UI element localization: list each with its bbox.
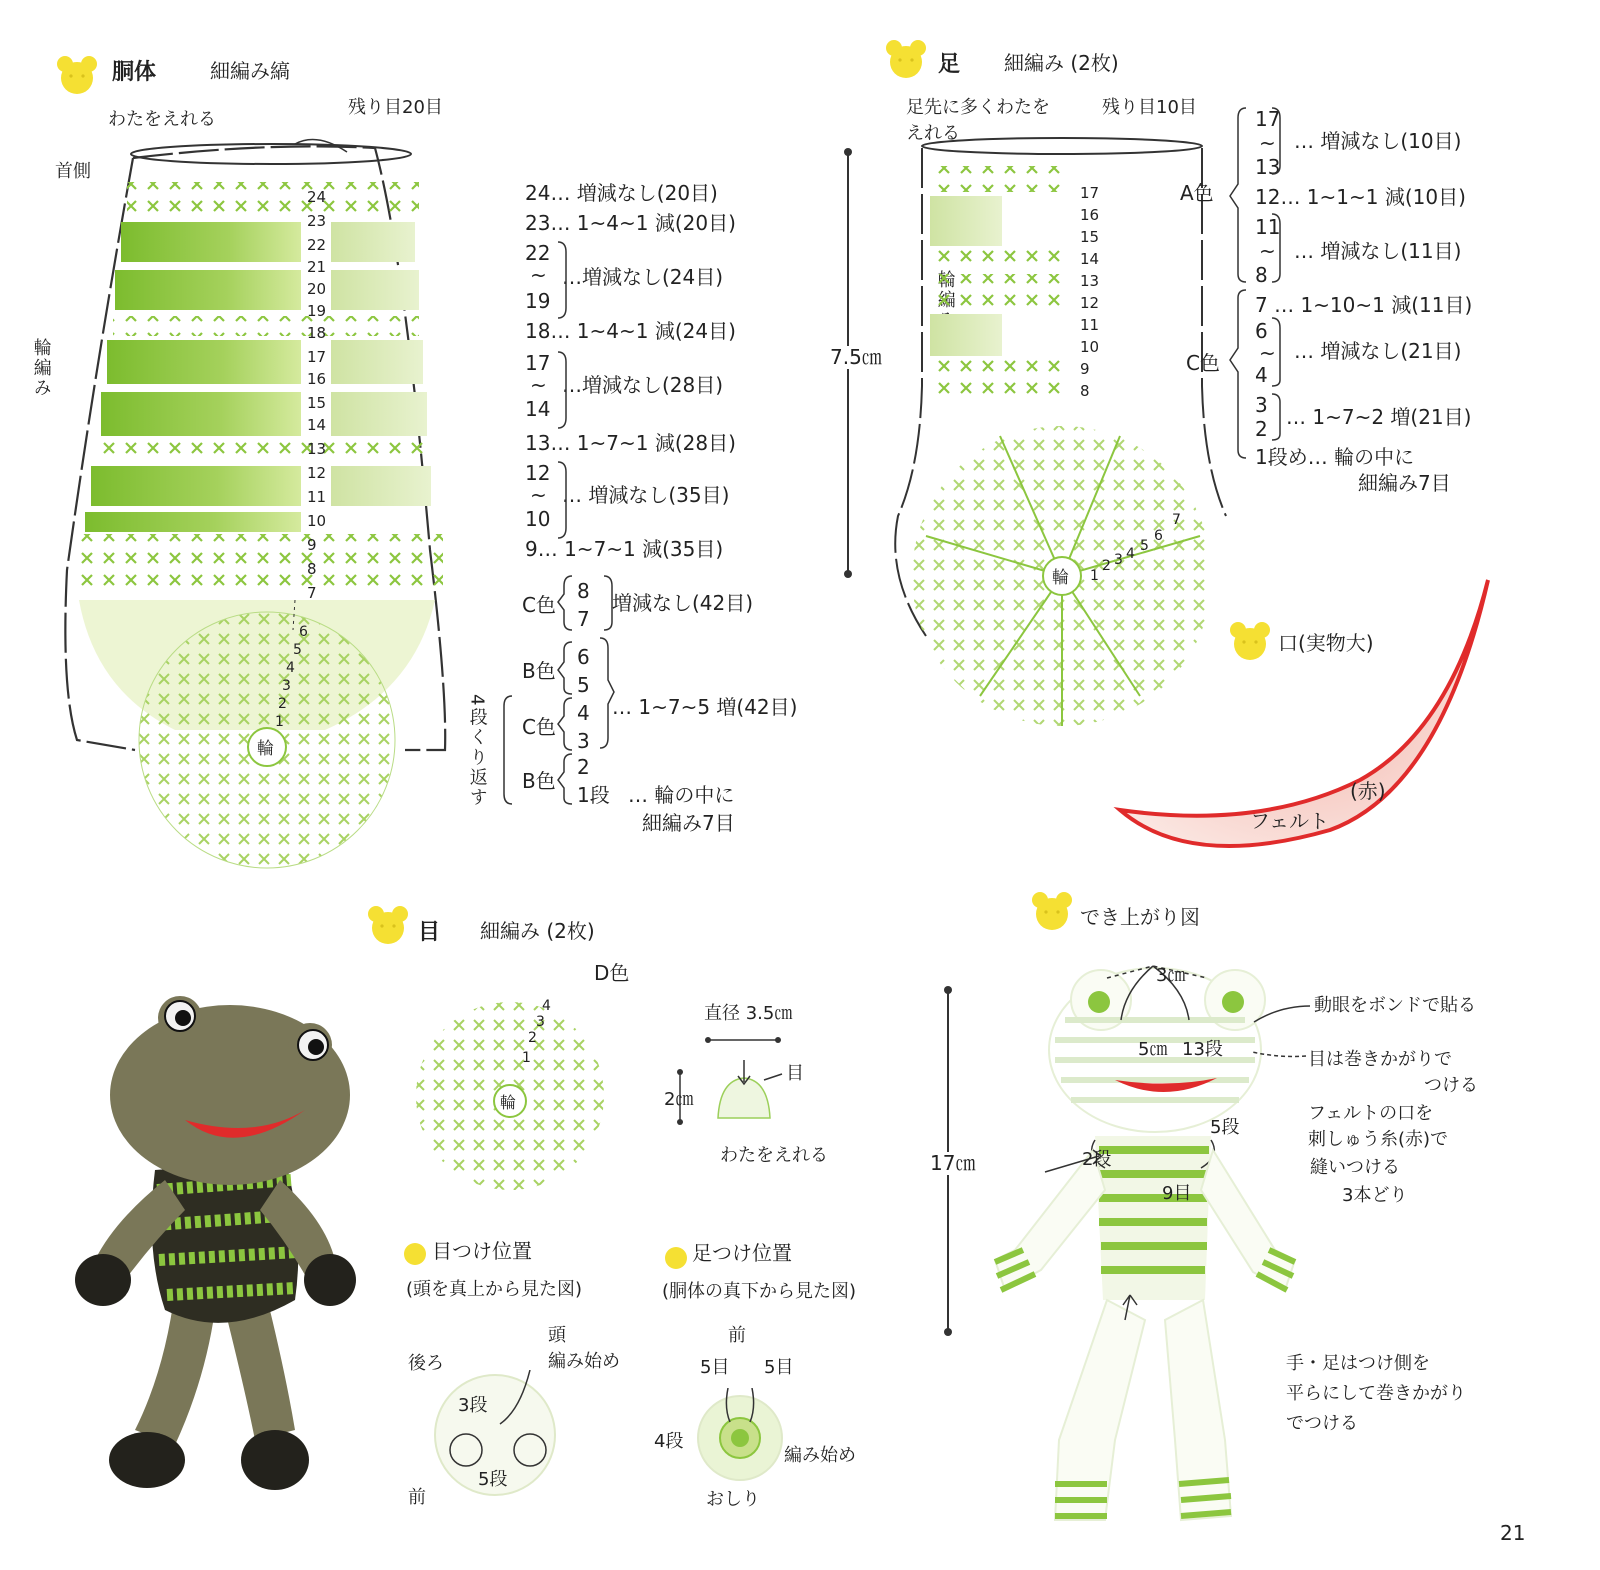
eye-position-row-5: 5段	[478, 1469, 508, 1490]
body-c-row: 3	[577, 729, 590, 753]
body-b-row: 5	[577, 673, 590, 697]
foot-row-number: 11	[1080, 316, 1100, 334]
body-row-number: 19	[307, 302, 327, 320]
eye-title: 目	[418, 920, 441, 945]
foot-instruction: … 増減なし(21目)	[1294, 339, 1462, 363]
finished-leader-lines	[1240, 996, 1330, 1076]
eye-position-front: 前	[408, 1487, 426, 1508]
body-row-number: 16	[307, 370, 327, 388]
foot-instruction: 6	[1255, 319, 1268, 343]
finished-dim-3: 3㎝	[1156, 965, 1186, 986]
foot-row-number: 16	[1080, 206, 1100, 224]
body-color-brackets	[500, 570, 620, 820]
eye-color: D色	[594, 961, 630, 985]
body-row-number: 11	[307, 488, 327, 506]
body-instruction: 23… 1~4~1 減(20目)	[525, 211, 736, 235]
body-b-row: 6	[577, 645, 590, 669]
body-c-row: 7	[577, 607, 590, 631]
note-eye-attach-2: つける	[1424, 1075, 1478, 1096]
eye-position-back: 後ろ	[408, 1353, 444, 1374]
foot-instruction: 細編み7目	[1358, 471, 1451, 495]
body-inner-row: 4	[286, 660, 295, 676]
foot-instruction: 12… 1~1~1 減(10目)	[1255, 185, 1466, 209]
body-c-row: 8	[577, 579, 590, 603]
body-increase-note: … 1~7~5 増(42目)	[612, 695, 798, 719]
foot-inner-row: 7	[1172, 512, 1181, 528]
body-bottom-view	[690, 1388, 790, 1488]
note-felt-1: フェルトの口を	[1308, 1103, 1434, 1124]
felt-label: フェルト	[1250, 809, 1329, 833]
foot-position-right: 5目	[764, 1357, 794, 1378]
body-row-number: 10	[307, 512, 327, 530]
foot-row-number: 8	[1080, 382, 1090, 400]
foot-instruction: 3	[1255, 393, 1268, 417]
foot-position-subtitle: (胴体の真下から見た図)	[662, 1281, 857, 1302]
foot-instruction: 4	[1255, 363, 1268, 387]
foot-position-row-4: 4段	[654, 1431, 684, 1452]
body-neck-side: 首側	[55, 161, 91, 182]
foot-c-color: C色	[1186, 351, 1220, 375]
body-ring-knit: 輪編み	[30, 338, 52, 398]
body-repeat-note: 4段くり返す	[466, 694, 488, 808]
foot-position-front: 前	[728, 1325, 746, 1346]
body-shape-diagram	[55, 130, 475, 880]
body-inner-row: 1	[275, 714, 284, 730]
bullet-dot-icon	[403, 1242, 427, 1266]
bullet-dot-icon	[664, 1246, 688, 1270]
foot-instruction: … 1~7~2 増(21目)	[1286, 405, 1472, 429]
body-row-number: 18	[307, 324, 327, 342]
body-center-label: 輪	[257, 739, 274, 759]
note-eyes: 動眼をボンドで貼る	[1314, 995, 1476, 1016]
eye-row: 3	[536, 1014, 545, 1030]
body-row-number: 13	[307, 440, 327, 458]
foot-position-start: 編み始め	[784, 1445, 856, 1466]
body-note-remaining: 残り目20目	[348, 97, 443, 118]
foot-row-number: 15	[1080, 228, 1100, 246]
body-row-number: 24	[307, 188, 327, 206]
eye-subtitle: 細編み (2枚)	[480, 919, 595, 943]
finished-title: でき上がり図	[1080, 905, 1200, 929]
body-instruction: 10	[525, 507, 551, 531]
note-limbs-3: でつける	[1286, 1413, 1358, 1434]
body-instruction: 24… 増減なし(20目)	[525, 181, 718, 205]
body-instruction: 17	[525, 351, 551, 375]
eye-position-subtitle: (頭を真上から見た図)	[406, 1279, 583, 1300]
foot-instruction: … 増減なし(11目)	[1294, 239, 1462, 263]
note-limbs-1: 手・足はつけ側を	[1286, 1353, 1430, 1374]
body-c-color-2: C色	[522, 715, 556, 739]
finished-row-5: 5段	[1210, 1117, 1240, 1138]
foot-title: 足	[938, 52, 961, 77]
eye-row: 4	[542, 998, 551, 1014]
body-b-color: B色	[522, 659, 556, 683]
body-inner-row: 6	[299, 624, 308, 640]
eye-position-title: 目つけ位置	[432, 1239, 532, 1263]
body-inner-row: 3	[282, 678, 291, 694]
foot-brackets	[1226, 104, 1296, 474]
finished-row-13: 13段	[1182, 1039, 1223, 1060]
eye-position-row-3: 3段	[458, 1395, 488, 1416]
foot-instruction: … 増減なし(10目)	[1294, 129, 1462, 153]
foot-instruction: 2	[1255, 417, 1268, 441]
foot-note-remaining: 残り目10目	[1102, 97, 1197, 118]
foot-inner-row: 5	[1140, 538, 1149, 554]
felt-color-label: (赤)	[1350, 779, 1386, 803]
mouse-head-icon	[884, 40, 930, 82]
body-inner-row: 5	[293, 642, 302, 658]
body-instruction: …増減なし(24目)	[562, 265, 724, 289]
body-instruction: 12	[525, 461, 551, 485]
foot-a-color: A色	[1180, 181, 1214, 205]
body-row-number: 8	[307, 560, 317, 578]
note-felt-3: 縫いつける	[1310, 1157, 1400, 1178]
body-instruction: 22	[525, 241, 551, 265]
body-note-cotton: わたをえれる	[108, 109, 216, 130]
foot-instruction: 17	[1255, 107, 1281, 131]
body-instruction: … 増減なし(35目)	[562, 483, 730, 507]
finished-row-2: 2段	[1082, 1149, 1112, 1170]
eye-position-start: 編み始め	[548, 1351, 620, 1372]
note-felt-4: 3本どり	[1342, 1185, 1408, 1206]
foot-instruction: 1段め… 輪の中に	[1255, 445, 1415, 469]
body-instruction: 14	[525, 397, 551, 421]
note-limbs-2: 平らにして巻きかがり	[1286, 1383, 1466, 1404]
body-row-number: 21	[307, 258, 327, 276]
page-number: 21	[1500, 1521, 1526, 1545]
body-height-label: 7.5㎝	[830, 345, 882, 369]
body-row-number: 23	[307, 212, 327, 230]
body-row-number: 9	[307, 536, 317, 554]
body-instruction: 13… 1~7~1 減(28目)	[525, 431, 736, 455]
foot-row-number: 10	[1080, 338, 1100, 356]
body-row-number: 22	[307, 236, 327, 254]
body-b-row: 2	[577, 755, 590, 779]
foot-note-1: 足先に多くわたを	[906, 97, 1050, 118]
body-row-number: 17	[307, 348, 327, 366]
foot-instruction: 7 … 1~10~1 減(11目)	[1255, 293, 1473, 317]
eye-height: 2㎝	[664, 1089, 694, 1110]
foot-row-number: 14	[1080, 250, 1100, 268]
eye-diameter: 直径 3.5㎝	[704, 1003, 793, 1024]
body-instruction: …増減なし(28目)	[562, 373, 724, 397]
foot-row-number: 17	[1080, 184, 1100, 202]
foot-inner-row: 2	[1102, 558, 1111, 574]
body-row-number: 14	[307, 416, 327, 434]
body-c-note: 増減なし(42目)	[612, 591, 754, 615]
body-row-number: 12	[307, 464, 327, 482]
body-ring-note-2: 細編み7目	[642, 811, 735, 835]
foot-inner-row: 3	[1114, 552, 1123, 568]
foot-inner-row: 6	[1154, 528, 1163, 544]
body-inner-row: 2	[278, 696, 287, 712]
body-ring-note-1: … 輪の中に	[628, 783, 735, 807]
total-height-label: 17㎝	[930, 1151, 976, 1175]
body-instruction: 9… 1~7~1 減(35目)	[525, 537, 724, 561]
eye-row: 1	[522, 1050, 531, 1066]
eye-center-label: 輪	[500, 1093, 517, 1112]
eye-position-head: 頭	[548, 1325, 566, 1346]
mouth-title: 口(実物大)	[1278, 631, 1374, 655]
body-brackets	[540, 238, 620, 558]
body-b-color-2: B色	[522, 769, 556, 793]
eye-label: 目	[786, 1063, 804, 1084]
eye-note-cotton: わたをえれる	[720, 1145, 828, 1166]
body-c-color: C色	[522, 593, 556, 617]
note-eye-attach-1: 目は巻きかがりで	[1308, 1049, 1452, 1070]
foot-instruction: 13	[1255, 155, 1281, 179]
body-row-number: 7	[307, 584, 317, 602]
foot-center-label: 輪	[1052, 568, 1069, 588]
body-instruction: 18… 1~4~1 減(24目)	[525, 319, 736, 343]
foot-instruction: 11	[1255, 215, 1281, 239]
finished-stitch-9: 9目	[1162, 1183, 1192, 1204]
mouse-head-icon	[55, 56, 101, 98]
foot-instruction: 8	[1255, 263, 1268, 287]
foot-row-number: 13	[1080, 272, 1100, 290]
foot-subtitle: 細編み (2枚)	[1004, 51, 1119, 75]
foot-position-title: 足つけ位置	[692, 1241, 792, 1265]
foot-position-left: 5目	[700, 1357, 730, 1378]
mouse-head-icon	[1030, 892, 1076, 934]
finished-dim-5: 5㎝	[1138, 1039, 1168, 1060]
foot-row-number: 12	[1080, 294, 1100, 312]
body-subtitle: 細編み縞	[210, 59, 290, 83]
foot-note-2: えれる	[906, 123, 960, 144]
eye-stitch-diagram	[410, 996, 610, 1196]
eye-row: 2	[528, 1030, 537, 1046]
mouse-head-icon	[366, 906, 412, 948]
body-b-row: 1段	[577, 783, 610, 807]
foot-row-number: 9	[1080, 360, 1090, 378]
body-row-number: 20	[307, 280, 327, 298]
body-title: 胴体	[112, 60, 157, 85]
note-felt-2: 刺しゅう糸(赤)で	[1308, 1129, 1449, 1150]
body-c-row: 4	[577, 701, 590, 725]
foot-inner-row: 4	[1126, 546, 1135, 562]
body-instruction: 19	[525, 289, 551, 313]
foot-position-bottom: おしり	[706, 1489, 760, 1510]
finished-frog-photo	[55, 990, 365, 1510]
foot-inner-row: 1	[1090, 568, 1099, 584]
body-row-number: 15	[307, 394, 327, 412]
